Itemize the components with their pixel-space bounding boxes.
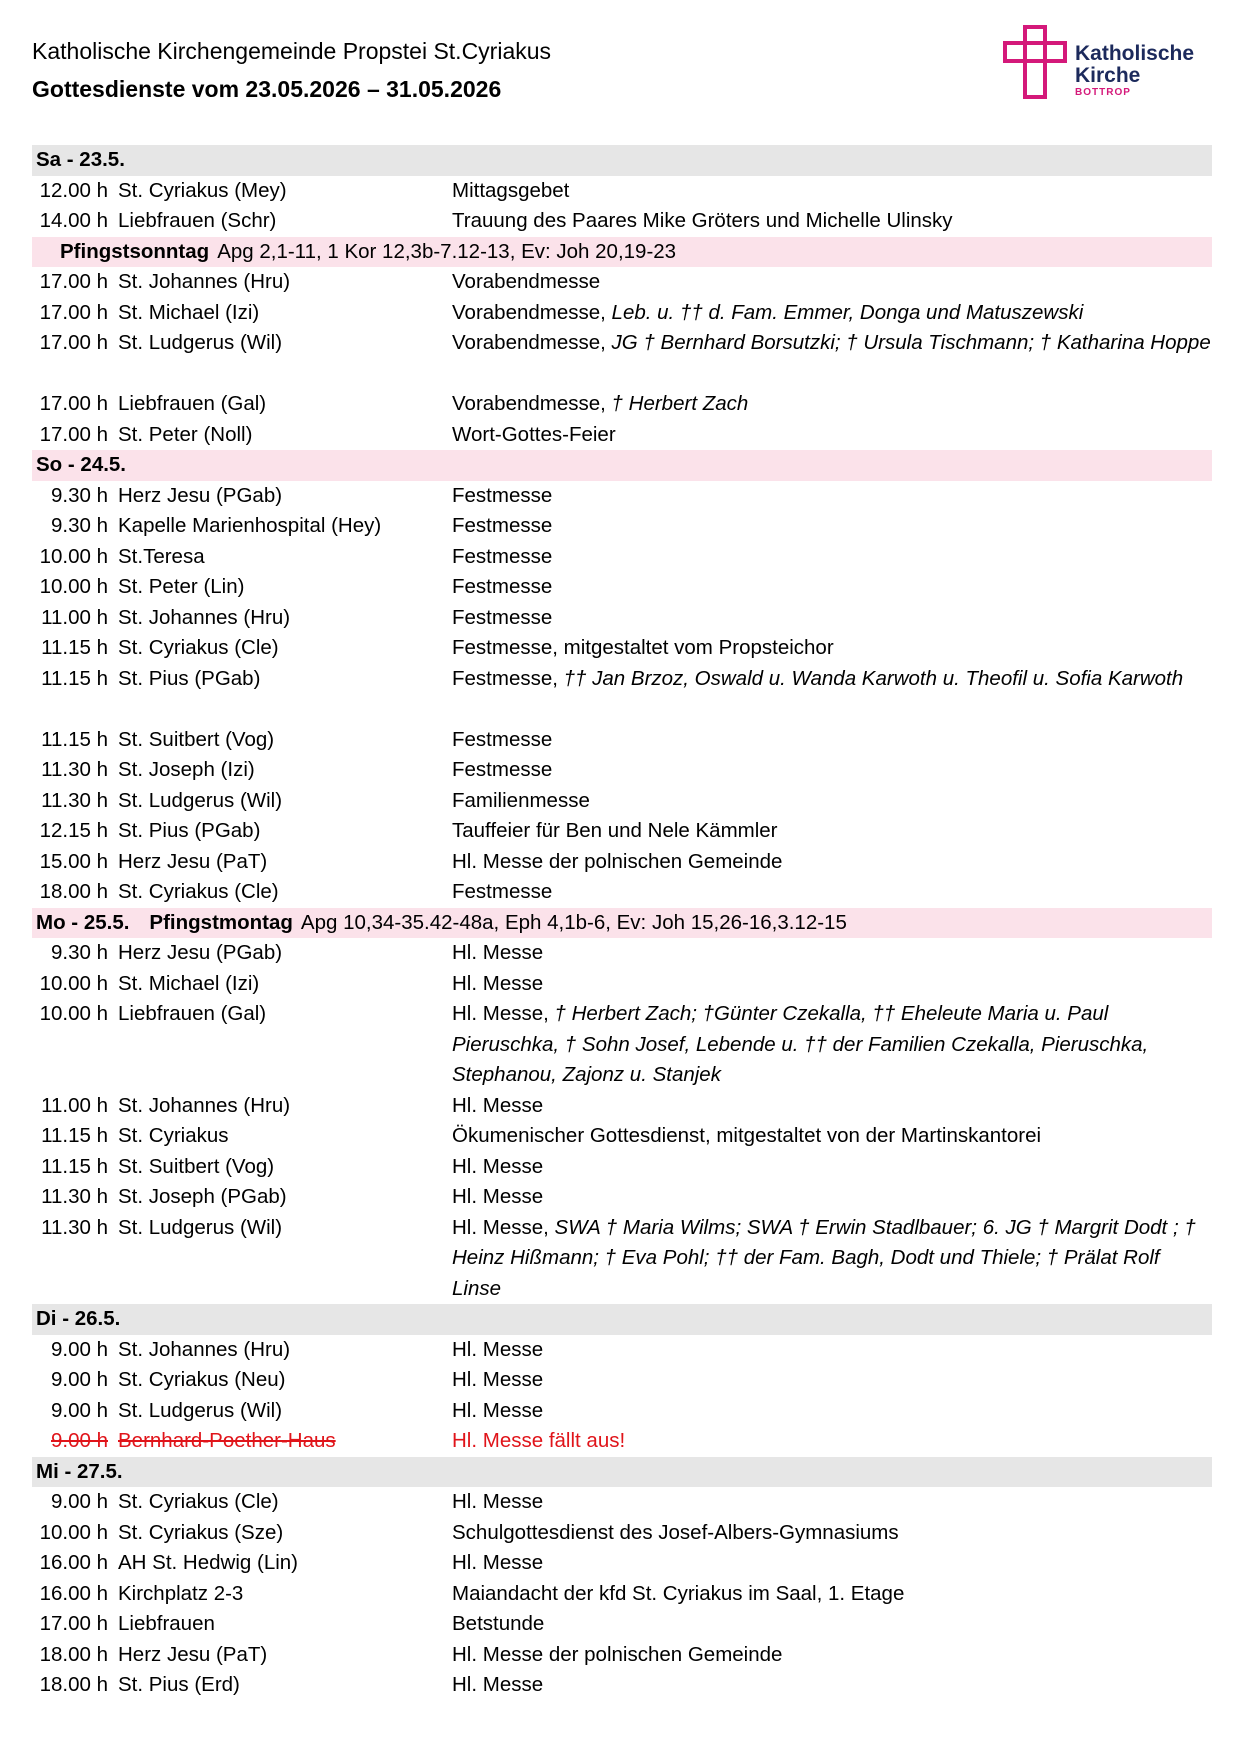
- service-type: Hl. Messe: [452, 1093, 544, 1117]
- service-church: St. Cyriakus (Cle): [118, 880, 279, 903]
- service-row: [32, 298, 1212, 329]
- service-type: Hl. Messe: [452, 1490, 544, 1513]
- service-row: [32, 877, 1212, 908]
- service-row: [32, 725, 1212, 756]
- service-row: [32, 1152, 1212, 1183]
- service-church: St. Pius (PGab): [118, 819, 261, 842]
- service-type: Hl. Messe der polnischen Gemeinde: [452, 1642, 783, 1666]
- service-time: 11.15 h: [41, 727, 108, 751]
- service-description: [452, 1579, 1212, 1610]
- service-church: St. Michael (Izi): [118, 971, 260, 995]
- day-label: So - 24.5.: [36, 453, 127, 476]
- service-church: Kapelle Marienhospital (Hey): [118, 514, 382, 537]
- service-type: Hl. Messe: [452, 1368, 544, 1391]
- service-church: AH St. Hedwig (Lin): [118, 1551, 299, 1574]
- cross-icon: [1003, 25, 1069, 101]
- service-church: St. Ludgerus (Wil): [118, 1215, 283, 1239]
- day-label: Sa - 23.5.: [36, 148, 125, 171]
- service-church: St. Suitbert (Vog): [118, 1154, 275, 1178]
- service-description: [452, 603, 1212, 634]
- day-header: [32, 450, 1212, 481]
- service-church: St. Ludgerus (Wil): [118, 788, 283, 812]
- service-description: [452, 1396, 1212, 1427]
- service-time: 11.15 h: [41, 666, 108, 690]
- service-description: [452, 1335, 1212, 1366]
- service-row: [32, 816, 1212, 847]
- service-time: 18.00 h: [39, 1642, 108, 1666]
- feast-readings: Apg 2,1-11, 1 Kor 12,3b-7.12-13, Ev: Joh 20,19-23: [217, 239, 677, 263]
- service-row: [32, 206, 1212, 237]
- day-label: Mi - 27.5.: [36, 1459, 123, 1483]
- service-description: [452, 1091, 1212, 1122]
- service-description: [452, 1609, 1212, 1640]
- service-description: [452, 1670, 1212, 1701]
- service-time: 17.00 h: [39, 422, 108, 446]
- service-row: [32, 1182, 1212, 1213]
- service-church: St. Peter (Lin): [118, 575, 245, 598]
- service-row: [32, 1487, 1212, 1518]
- service-church: St. Pius (PGab): [118, 666, 261, 690]
- service-church: St. Johannes (Hru): [118, 1093, 291, 1117]
- service-row: [32, 328, 1212, 389]
- service-row: [32, 267, 1212, 298]
- service-row: [32, 420, 1212, 451]
- service-type: Festmesse: [452, 544, 553, 568]
- service-time: 11.15 h: [41, 1154, 108, 1178]
- service-row: [32, 389, 1212, 420]
- service-church: Liebfrauen (Gal): [118, 1002, 267, 1025]
- service-time: 9.30 h: [51, 941, 108, 964]
- service-type: Hl. Messe,: [452, 1002, 549, 1025]
- service-time: 10.00 h: [39, 544, 108, 568]
- service-row: [32, 511, 1212, 542]
- service-type: Festmesse: [452, 605, 553, 629]
- service-description: [452, 1640, 1212, 1671]
- service-type: Trauung des Paares Mike Gröters und Michelle Ulinsky: [452, 209, 953, 232]
- service-row: [32, 938, 1212, 969]
- service-intention: SWA † Maria Wilms; SWA † Erwin Stadlbauer; 6. JG † Margrit Dodt ; † Heinz Hißmann; † Eva Pohl; †† der Fam. Bagh, Dodt und Thiele; † Prälat Rolf Linse: [452, 1215, 1196, 1300]
- service-description: [452, 542, 1212, 573]
- service-intention: †† Jan Brzoz, Oswald u. Wanda Karwoth u. Theofil u. Sofia Karwoth: [557, 666, 1184, 690]
- service-row: [32, 999, 1212, 1091]
- service-type: Hl. Messe: [452, 1551, 544, 1574]
- service-type: Festmesse: [452, 514, 553, 537]
- service-row: [32, 1213, 1212, 1305]
- service-description: [452, 328, 1212, 359]
- service-time: 9.30 h: [51, 483, 108, 507]
- page-subtitle: Gottesdienste vom 23.05.2026 – 31.05.2026: [32, 76, 502, 102]
- service-time: 18.00 h: [39, 880, 108, 903]
- service-row: [32, 786, 1212, 817]
- service-type: Maiandacht der kfd St. Cyriakus im Saal, 1. Etage: [452, 1581, 905, 1605]
- service-church: Herz Jesu (PGab): [118, 483, 283, 507]
- service-description: [452, 572, 1212, 603]
- service-church: Kirchplatz 2-3: [118, 1581, 244, 1605]
- service-description: [452, 725, 1212, 756]
- feast-readings: Apg 10,34-35.42-48a, Eph 4,1b-6, Ev: Joh 15,26-16,3.12-15: [300, 910, 847, 934]
- service-church: St. Cyriakus (Mey): [118, 178, 287, 202]
- service-time: 15.00 h: [39, 849, 108, 873]
- service-church: St. Johannes (Hru): [118, 270, 291, 293]
- service-intention: Leb. u. †† d. Fam. Emmer, Donga und Matuszewski: [605, 300, 1084, 324]
- service-description: [452, 938, 1212, 969]
- service-time: 17.00 h: [39, 392, 108, 415]
- service-description: [452, 389, 1212, 420]
- service-description: [452, 816, 1212, 847]
- logo-line1: Katholische: [1075, 42, 1195, 65]
- service-type: Hl. Messe fällt aus!: [452, 1429, 626, 1452]
- service-description: [452, 206, 1212, 237]
- service-row: [32, 1548, 1212, 1579]
- service-description: [452, 877, 1212, 908]
- service-description: [452, 1487, 1212, 1518]
- service-description: [452, 1518, 1212, 1549]
- service-church: St. Ludgerus (Wil): [118, 1398, 283, 1422]
- service-type: Wort-Gottes-Feier: [452, 422, 616, 446]
- service-church: St. Cyriakus (Cle): [118, 636, 279, 659]
- service-type: Hl. Messe: [452, 1154, 544, 1178]
- service-description: [452, 1182, 1212, 1213]
- service-row: [32, 847, 1212, 878]
- service-time: 11.30 h: [41, 788, 108, 812]
- service-time: 9.00 h: [51, 1368, 108, 1391]
- service-type: Hl. Messe: [452, 1673, 544, 1696]
- service-intention: † Herbert Zach; †Günter Czekalla, †† Eheleute Maria u. Paul Pieruschka, † Sohn Josef, Lebende u. †† der Familien Czekalla, Pieruschka, Stephanou, Zajonz u. Stanjek: [452, 1002, 1149, 1086]
- service-time: 12.15 h: [39, 819, 108, 842]
- service-row: [32, 1121, 1212, 1152]
- church-logo: [1003, 25, 1213, 113]
- service-row: [32, 1396, 1212, 1427]
- service-time: 17.00 h: [39, 1612, 108, 1635]
- service-row: [32, 1579, 1212, 1610]
- service-type: Ökumenischer Gottesdienst, mitgestaltet von der Martinskantorei: [452, 1124, 1042, 1147]
- service-church: St. Ludgerus (Wil): [118, 331, 283, 354]
- service-type: Vorabendmesse,: [452, 300, 606, 324]
- service-type: Mittagsgebet: [452, 178, 570, 202]
- service-time: 12.00 h: [39, 178, 108, 202]
- service-description: [452, 1365, 1212, 1396]
- service-time: 16.00 h: [39, 1581, 108, 1605]
- service-church: St. Cyriakus (Sze): [118, 1520, 284, 1544]
- service-type: Betstunde: [452, 1612, 545, 1635]
- service-church: St. Cyriakus: [118, 1124, 229, 1147]
- service-description: [452, 664, 1212, 695]
- service-time: 9.00 h: [51, 1337, 108, 1361]
- service-description: [452, 1213, 1212, 1305]
- logo-line2: Kirche: [1075, 64, 1141, 87]
- service-row: [32, 603, 1212, 634]
- service-row: [32, 481, 1212, 512]
- service-row: [32, 542, 1212, 573]
- service-row: [32, 1518, 1212, 1549]
- day-label: Mo - 25.5.: [36, 910, 130, 934]
- logo-line3: BOTTROP: [1075, 87, 1131, 98]
- service-description: [452, 481, 1212, 512]
- service-type: Festmesse: [452, 880, 553, 903]
- service-description: [452, 633, 1212, 664]
- service-church: St. Johannes (Hru): [118, 1337, 291, 1361]
- service-type: Hl. Messe,: [452, 1215, 549, 1239]
- service-description: [452, 1152, 1212, 1183]
- service-time: 16.00 h: [39, 1551, 108, 1574]
- service-time: 11.15 h: [41, 636, 108, 659]
- service-row: [32, 1365, 1212, 1396]
- service-row: [32, 1609, 1212, 1640]
- service-time: 10.00 h: [39, 971, 108, 995]
- service-time: 9.00 h: [51, 1490, 108, 1513]
- service-church: Herz Jesu (PaT): [118, 849, 268, 873]
- service-time: 9.30 h: [51, 514, 108, 537]
- service-time: 10.00 h: [39, 575, 108, 598]
- day-label: Di - 26.5.: [36, 1307, 121, 1330]
- service-type: Festmesse: [452, 727, 553, 751]
- service-description: [452, 1121, 1212, 1152]
- service-intention: † Herbert Zach: [605, 392, 749, 415]
- service-type: Hl. Messe: [452, 941, 544, 964]
- service-type: Vorabendmesse: [452, 270, 601, 293]
- service-row: [32, 1335, 1212, 1366]
- service-row: [32, 969, 1212, 1000]
- service-church: St.Teresa: [118, 544, 205, 568]
- service-type: Hl. Messe der polnischen Gemeinde: [452, 849, 783, 873]
- service-row: [32, 1091, 1212, 1122]
- service-row: [32, 572, 1212, 603]
- service-intention: JG † Bernhard Borsutzki; † Ursula Tischmann; † Katharina Hoppe: [605, 331, 1211, 354]
- service-time: 11.15 h: [41, 1124, 108, 1147]
- service-church: Herz Jesu (PGab): [118, 941, 283, 964]
- service-type: Vorabendmesse,: [452, 331, 606, 354]
- service-description: [452, 847, 1212, 878]
- schedule-table: [32, 145, 1212, 1701]
- service-church: St. Joseph (PGab): [118, 1185, 287, 1208]
- service-row: [32, 664, 1212, 725]
- day-header: [32, 1304, 1212, 1335]
- service-church: Herz Jesu (PaT): [118, 1642, 268, 1666]
- service-description: [452, 1548, 1212, 1579]
- feast-header: [32, 237, 1212, 268]
- service-time: 11.30 h: [41, 1185, 108, 1208]
- service-description: [452, 267, 1212, 298]
- service-church: St. Pius (Erd): [118, 1673, 240, 1696]
- service-type: Hl. Messe: [452, 1398, 544, 1422]
- service-row: [32, 755, 1212, 786]
- service-type: Festmesse: [452, 575, 553, 598]
- service-row: [32, 176, 1212, 207]
- service-type: Hl. Messe: [452, 971, 544, 995]
- service-time: 17.00 h: [39, 331, 108, 354]
- feast-header: [32, 908, 1212, 939]
- service-description: [452, 786, 1212, 817]
- service-church: St. Joseph (Izi): [118, 758, 255, 781]
- service-description: [452, 176, 1212, 207]
- service-time: 11.30 h: [41, 1215, 108, 1239]
- service-time: 9.00 h: [51, 1429, 108, 1452]
- service-description: [452, 999, 1212, 1091]
- feast-name: Pfingstmontag: [149, 910, 293, 934]
- service-church: Liebfrauen (Schr): [118, 209, 277, 232]
- service-type: Hl. Messe: [452, 1185, 544, 1208]
- service-description: [452, 755, 1212, 786]
- service-type: Vorabendmesse,: [452, 392, 606, 415]
- service-type: Hl. Messe: [452, 1337, 544, 1361]
- service-time: 18.00 h: [39, 1673, 108, 1696]
- service-church: St. Cyriakus (Neu): [118, 1368, 286, 1391]
- service-time: 10.00 h: [39, 1520, 108, 1544]
- feast-name: Pfingstsonntag: [60, 239, 210, 263]
- service-time: 10.00 h: [39, 1002, 108, 1025]
- service-time: 9.00 h: [51, 1398, 108, 1422]
- service-row: [32, 1640, 1212, 1671]
- service-description: [452, 420, 1212, 451]
- service-time: 11.30 h: [41, 758, 108, 781]
- day-header: [32, 145, 1212, 176]
- service-type: Tauffeier für Ben und Nele Kämmler: [452, 819, 778, 842]
- service-church: St. Cyriakus (Cle): [118, 1490, 279, 1513]
- service-time: 17.00 h: [39, 270, 108, 293]
- service-type: Festmesse: [452, 758, 553, 781]
- service-type: Festmesse, mitgestaltet vom Propsteichor: [452, 636, 834, 659]
- service-type: Festmesse,: [452, 666, 558, 690]
- service-church: St. Suitbert (Vog): [118, 727, 275, 751]
- service-description: [452, 969, 1212, 1000]
- service-church: Liebfrauen: [118, 1612, 215, 1635]
- service-description: [452, 1426, 1212, 1457]
- service-row: [32, 1670, 1212, 1701]
- service-type: Festmesse: [452, 483, 553, 507]
- service-time: 11.00 h: [41, 1093, 108, 1117]
- service-description: [452, 511, 1212, 542]
- service-time: 14.00 h: [39, 209, 108, 232]
- service-church: St. Johannes (Hru): [118, 605, 291, 629]
- service-type: Schulgottesdienst des Josef-Albers-Gymnasiums: [452, 1520, 899, 1544]
- service-church: Liebfrauen (Gal): [118, 392, 267, 415]
- cancelled-service-row: [32, 1426, 1212, 1457]
- service-time: 17.00 h: [39, 300, 108, 324]
- service-row: [32, 633, 1212, 664]
- service-type: Familienmesse: [452, 788, 590, 812]
- service-church: Bernhard-Poether-Haus: [118, 1429, 336, 1452]
- service-church: St. Michael (Izi): [118, 300, 260, 324]
- service-description: [452, 298, 1212, 329]
- service-time: 11.00 h: [41, 605, 108, 629]
- service-church: St. Peter (Noll): [118, 422, 253, 446]
- day-header: [32, 1457, 1212, 1488]
- page-title: Katholische Kirchengemeinde Propstei St.Cyriakus: [32, 38, 552, 64]
